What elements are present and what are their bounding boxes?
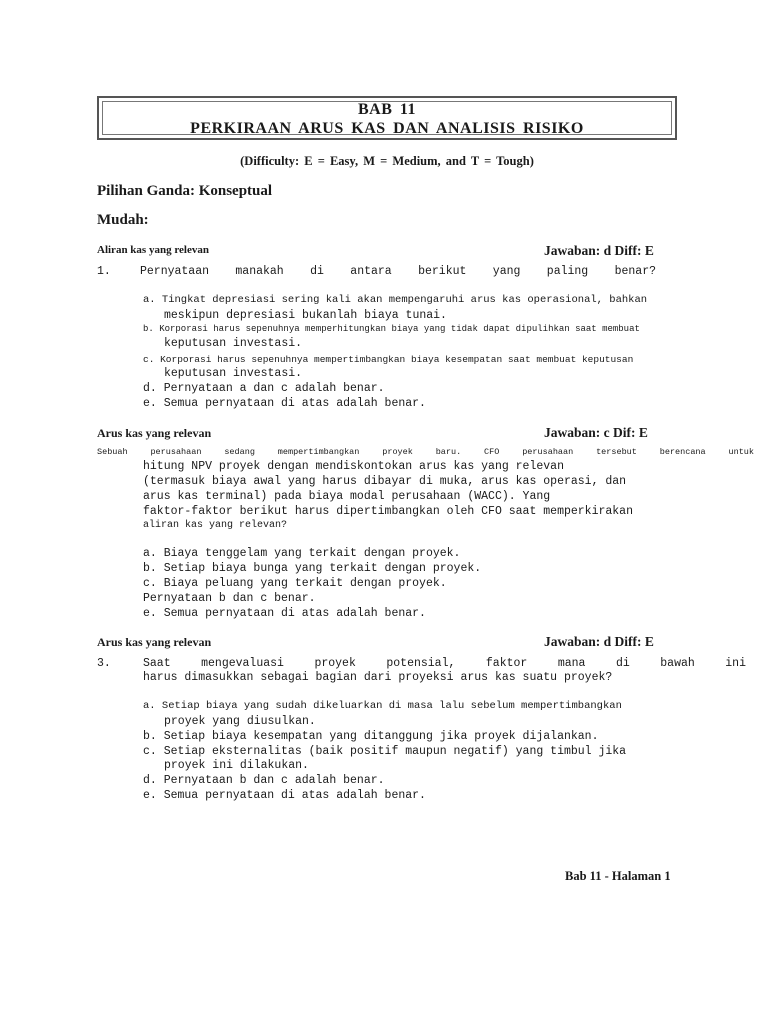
question-stem: Saat mengevaluasi proyek potensial, faktor mana di bawah ini bbox=[143, 657, 746, 670]
chapter-title: PERKIRAAN ARUS KAS DAN ANALISIS RISIKO bbox=[190, 120, 584, 137]
question-topic: Arus kas yang relevan bbox=[97, 426, 212, 440]
option-b: b. Korporasi harus sepenuhnya memperhitungkan biaya yang tidak dapat dipulihkan saat membuat bbox=[143, 324, 640, 334]
page-footer: Bab 11 - Halaman 1 bbox=[565, 869, 671, 883]
question-answer: Jawaban: d Diff: E bbox=[544, 243, 654, 258]
option-c-cont: proyek ini dilakukan. bbox=[164, 759, 309, 772]
title-box bbox=[97, 96, 677, 140]
option-c: c. Biaya peluang yang terkait dengan proyek. bbox=[143, 577, 447, 590]
option-a-cont: proyek yang diusulkan. bbox=[164, 715, 316, 728]
option-c: c. Setiap eksternalitas (baik positif maupun negatif) yang timbul jika bbox=[143, 745, 627, 758]
option-e: e. Semua pernyataan di atas adalah benar. bbox=[143, 789, 426, 802]
option-c: c. Korporasi harus sepenuhnya mempertimbangkan biaya kesempatan saat membuat keputusan bbox=[143, 354, 634, 365]
question-stem-line: faktor-faktor berikut harus dipertimbangkan oleh CFO saat memperkirakan bbox=[143, 505, 633, 518]
section-level: Mudah: bbox=[97, 212, 149, 228]
question-stem-line: arus kas terminal) pada biaya modal perusahaan (WACC). Yang bbox=[143, 490, 551, 503]
option-a: a. Tingkat depresiasi sering kali akan mempengaruhi arus kas operasional, bahkan bbox=[143, 294, 648, 306]
option-e: e. Semua pernyataan di atas adalah benar. bbox=[143, 397, 426, 410]
question-topic: Aliran kas yang relevan bbox=[97, 244, 209, 256]
question-answer: Jawaban: c Dif: E bbox=[544, 425, 648, 440]
option-c-cont: keputusan investasi. bbox=[164, 367, 303, 380]
question-topic: Arus kas yang relevan bbox=[97, 635, 212, 649]
question-number: 3. bbox=[97, 657, 111, 670]
section-title: Pilihan Ganda: Konseptual bbox=[97, 183, 273, 199]
question-stem-line: (termasuk biaya awal yang harus dibayar di muka, arus kas operasi, dan bbox=[143, 475, 627, 488]
option-a: a. Setiap biaya yang sudah dikeluarkan di masa lalu sebelum mempertimbangkan bbox=[143, 700, 622, 712]
question-number: 1. bbox=[97, 265, 111, 278]
option-d: Pernyataan b dan c benar. bbox=[143, 592, 316, 605]
option-b-cont: keputusan investasi. bbox=[164, 337, 303, 350]
question-stem-line: hitung NPV proyek dengan mendiskontokan arus kas yang relevan bbox=[143, 460, 564, 473]
option-b: b. Setiap biaya bunga yang terkait dengan proyek. bbox=[143, 562, 482, 575]
question-answer: Jawaban: d Diff: E bbox=[544, 634, 654, 649]
question-stem: Pernyataan manakah di antara berikut yang paling benar? bbox=[140, 265, 656, 278]
question-stem: Sebuah perusahaan sedang mempertimbangkan proyek baru. CFO perusahaan tersebut berencana untuk bbox=[97, 447, 754, 457]
question-stem-line: harus dimasukkan sebagai bagian dari proyeksi arus kas suatu proyek? bbox=[143, 671, 613, 684]
option-e: e. Semua pernyataan di atas adalah benar. bbox=[143, 607, 426, 620]
difficulty-legend: (Difficulty: E = Easy, M = Medium, and T = Tough) bbox=[240, 154, 534, 168]
option-d: d. Pernyataan a dan c adalah benar. bbox=[143, 382, 385, 395]
option-a: a. Biaya tenggelam yang terkait dengan proyek. bbox=[143, 547, 461, 560]
option-b: b. Setiap biaya kesempatan yang ditanggung jika proyek dijalankan. bbox=[143, 730, 599, 743]
chapter-number: BAB 11 bbox=[357, 101, 416, 118]
question-stem-line: aliran kas yang relevan? bbox=[143, 520, 288, 531]
option-d: d. Pernyataan b dan c adalah benar. bbox=[143, 774, 385, 787]
option-a-cont: meskipun depresiasi bukanlah biaya tunai. bbox=[164, 309, 447, 322]
